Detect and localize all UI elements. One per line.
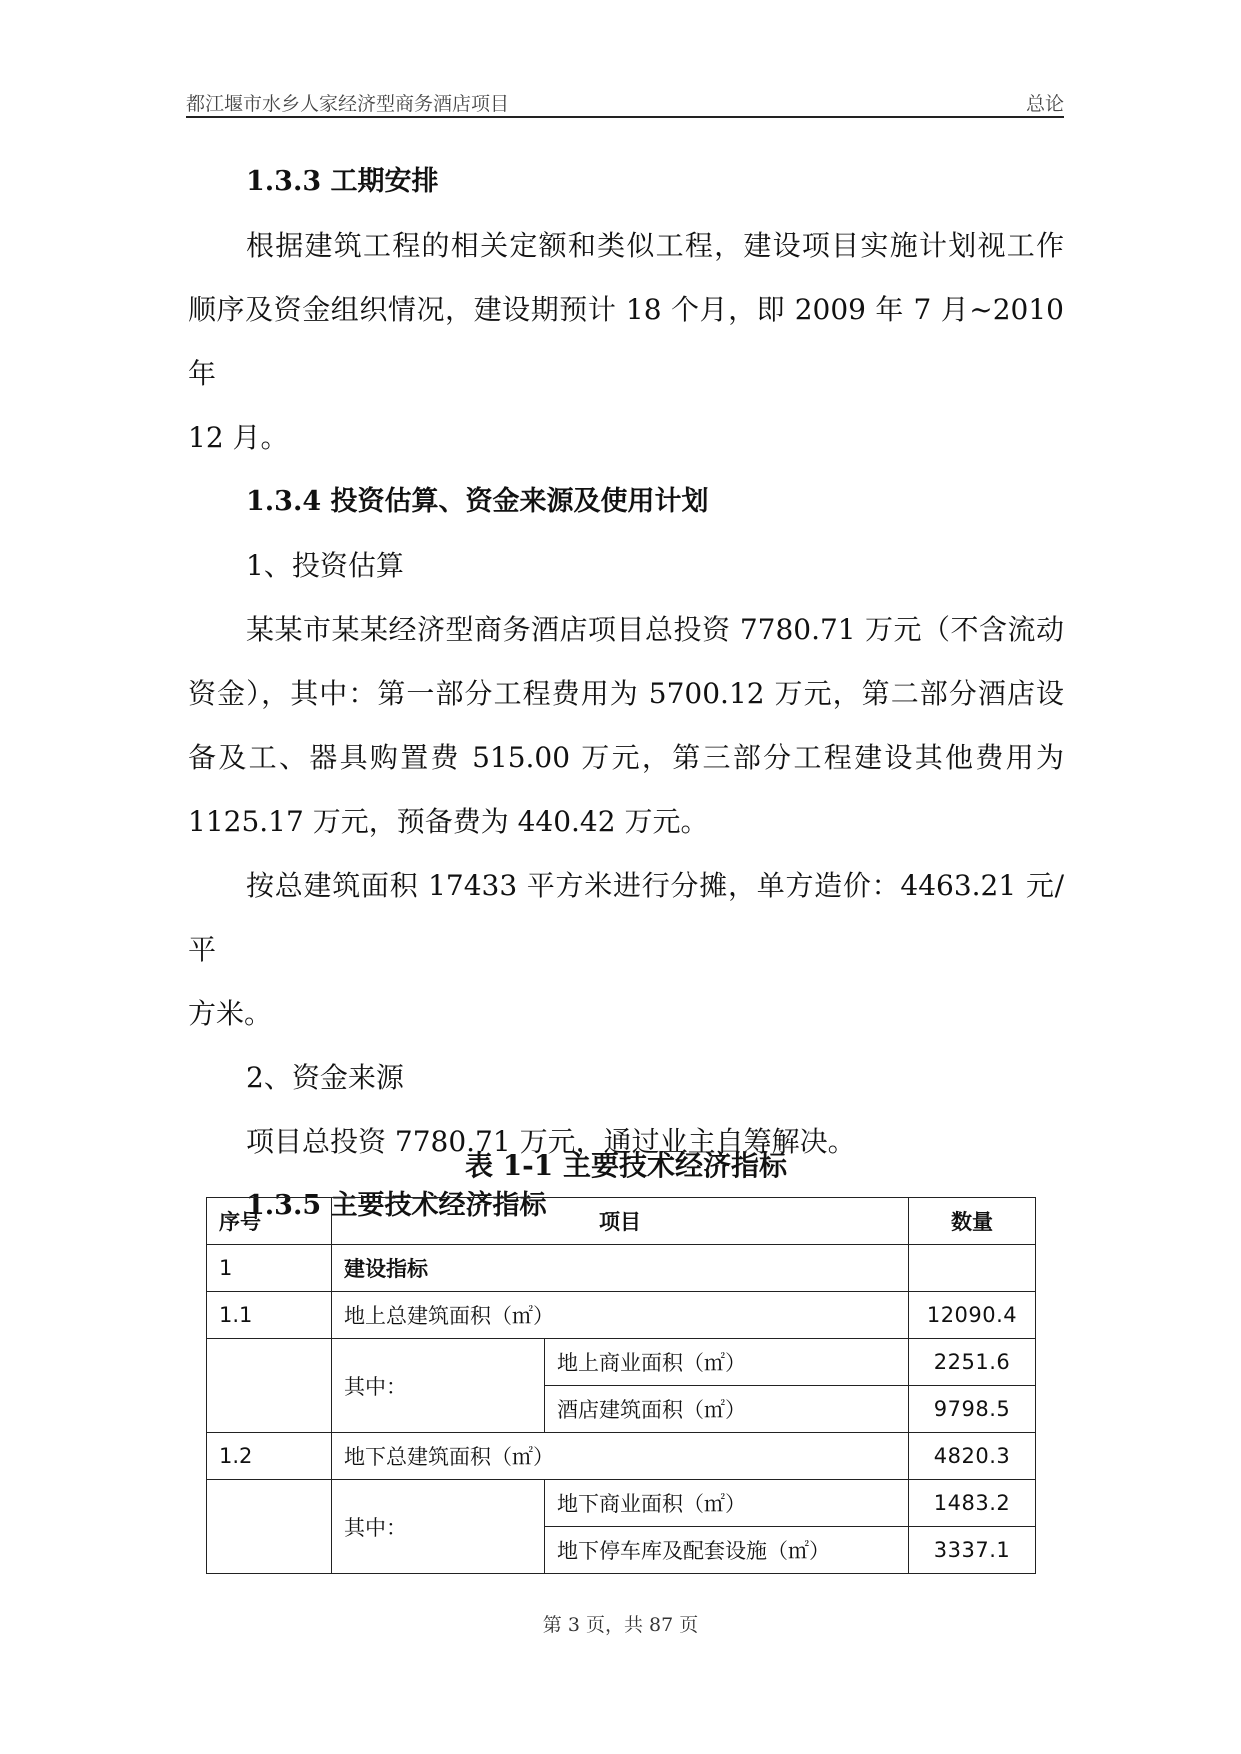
table-row [207, 1245, 1036, 1292]
row-qty: 2251.6 [909, 1339, 1036, 1386]
row-item: 地上总建筑面积（㎡） [332, 1292, 909, 1339]
paragraph-line: 12 月。 [188, 421, 289, 454]
paragraph-line: 某某市某某经济型商务酒店项目总投资 7780.71 万元（不含流动 [246, 613, 1064, 646]
paragraph-line: 根据建筑工程的相关定额和类似工程，建设项目实施计划视工作 [246, 229, 1064, 262]
group-label: 其中： [332, 1480, 545, 1574]
header-project-title: 都江堰市水乡人家经济型商务酒店项目 [186, 93, 510, 115]
row-no: 1.2 [207, 1433, 332, 1480]
section-heading: 1.3.5 主要技术经济指标 [246, 1190, 547, 1221]
row-item: 地下总建筑面积（㎡） [332, 1433, 909, 1480]
running-header [186, 86, 1064, 118]
indicators-table [206, 1197, 1036, 1574]
paragraph-line: 项目总投资 7780.71 万元，通过业主自筹解决。 [246, 1125, 856, 1158]
table-row [207, 1480, 1036, 1527]
subheading: 2、资金来源 [246, 1061, 404, 1094]
row-qty: 3337.1 [909, 1527, 1036, 1574]
row-qty: 9798.5 [909, 1386, 1036, 1433]
table-row [207, 1433, 1036, 1480]
paragraph-line: 资金），其中：第一部分工程费用为 5700.12 万元，第二部分酒店设 [188, 677, 1064, 710]
group-label: 其中： [332, 1339, 545, 1433]
row-item: 地下商业面积（㎡） [545, 1480, 909, 1527]
table-header-row [207, 1198, 1036, 1245]
section-1-3-3 [188, 150, 1064, 1238]
row-item: 地上商业面积（㎡） [545, 1339, 909, 1386]
row-qty: 4820.3 [909, 1433, 1036, 1480]
header-chapter-title: 总论 [1025, 93, 1064, 115]
row-qty: 1483.2 [909, 1480, 1036, 1527]
header-no: 序号 [207, 1198, 332, 1245]
row-no [207, 1339, 332, 1433]
paragraph-line: 方米。 [188, 997, 273, 1030]
section-heading: 1.3.4 投资估算、资金来源及使用计划 [246, 486, 709, 517]
paragraph-line: 1125.17 万元，预备费为 440.42 万元。 [188, 805, 709, 838]
header-qty: 数量 [909, 1198, 1036, 1245]
row-item: 地下停车库及配套设施（㎡） [545, 1527, 909, 1574]
row-qty: 12090.4 [909, 1292, 1036, 1339]
page-footer: 第 3 页，共 87 页 [542, 1614, 699, 1636]
row-no: 1 [207, 1245, 332, 1292]
subheading: 1、投资估算 [246, 549, 404, 582]
table-row [207, 1292, 1036, 1339]
row-item: 酒店建筑面积（㎡） [545, 1386, 909, 1433]
row-no [207, 1480, 332, 1574]
table-caption: 表 1-1 主要技术经济指标 [464, 1149, 788, 1182]
paragraph-line: 备及工、器具购置费 515.00 万元，第三部分工程建设其他费用为 [188, 741, 1064, 774]
row-item: 建设指标 [332, 1245, 909, 1292]
paragraph-line: 按总建筑面积 17433 平方米进行分摊，单方造价：4463.21 元/平 [188, 869, 1064, 966]
header-item: 项目 [332, 1198, 909, 1245]
paragraph-line: 顺序及资金组织情况，建设期预计 18 个月，即 2009 年 7 月~2010 年 [188, 293, 1064, 390]
section-heading: 1.3.3 工期安排 [246, 166, 439, 197]
row-qty [909, 1245, 1036, 1292]
table-row [207, 1339, 1036, 1386]
row-no: 1.1 [207, 1292, 332, 1339]
